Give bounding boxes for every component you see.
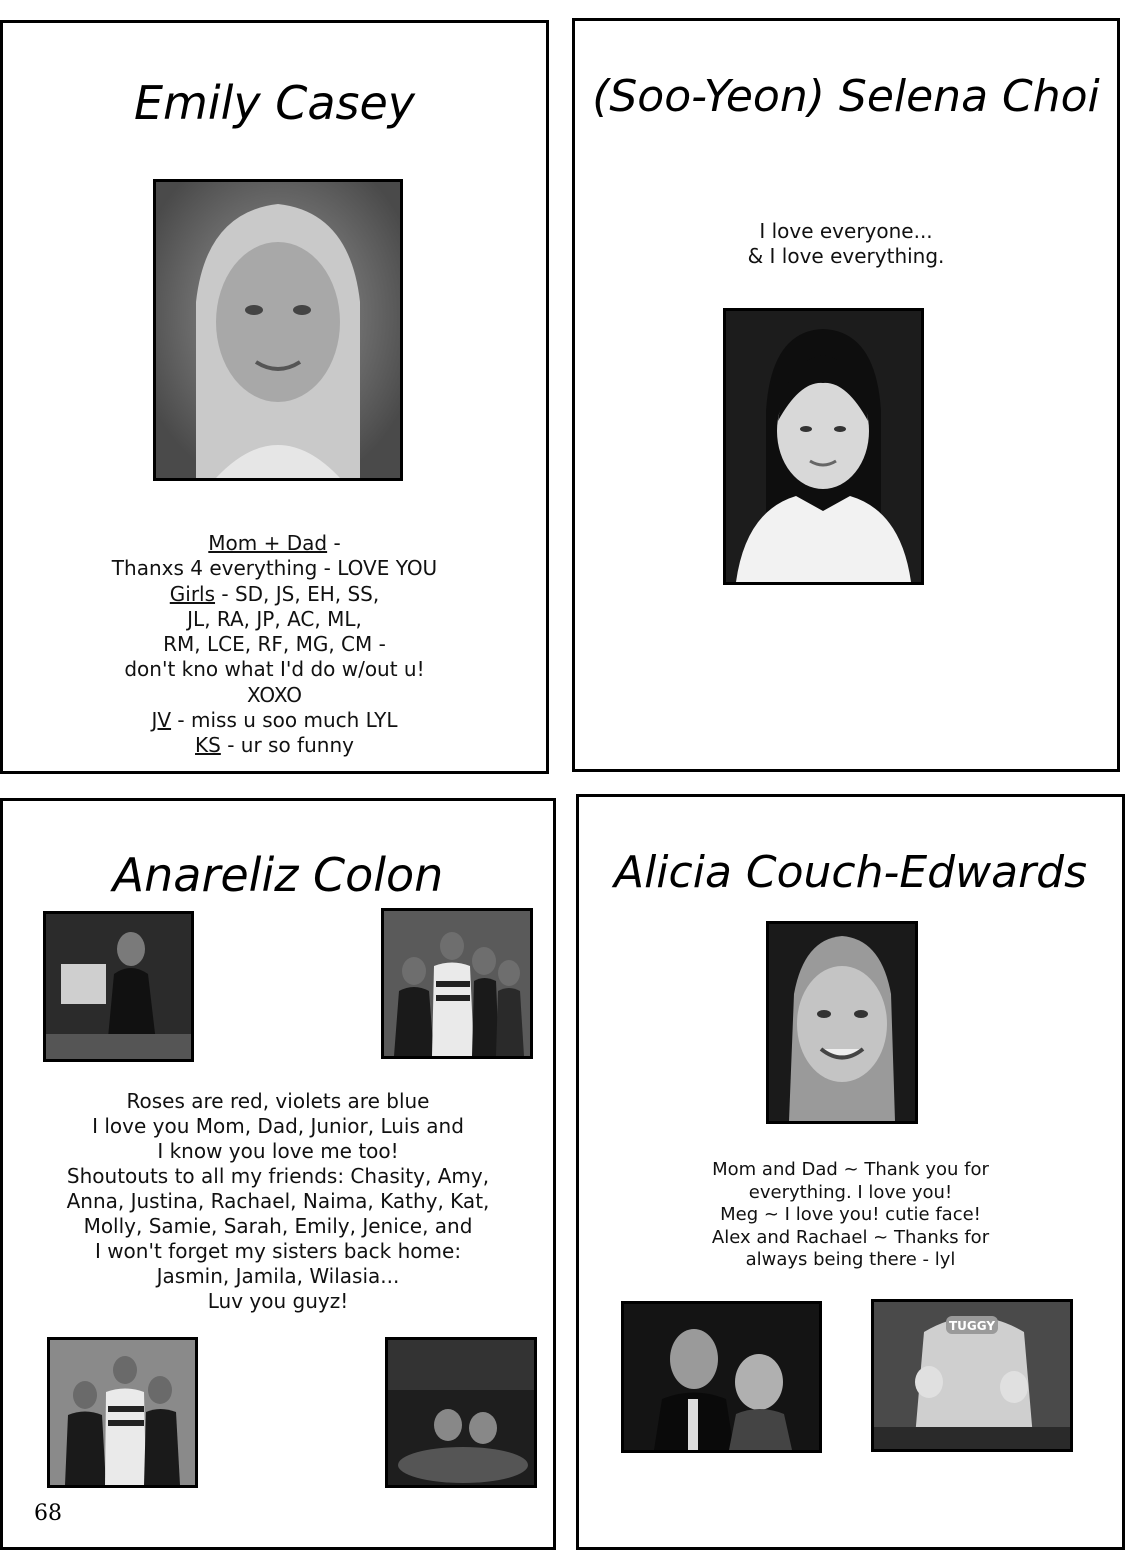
panel-alicia-couch-edwards	[576, 794, 1125, 1550]
student-name: Anareliz Colon	[112, 848, 444, 902]
panel-selena-choi	[572, 18, 1120, 772]
page-number: 68	[34, 1501, 62, 1526]
message-line: Shoutouts to all my friends: Chasity, Amy,	[66, 1164, 490, 1188]
message-line: JV - miss u soo much LYL	[151, 708, 398, 733]
friend-photo-3	[47, 1337, 198, 1488]
message-line: Mom and Dad ~ Thank you for	[712, 1159, 989, 1180]
family-photo-1	[621, 1301, 822, 1453]
friend-photo-1	[43, 911, 194, 1062]
student-name: (Soo-Yeon) Selena Choi	[592, 71, 1100, 122]
message-line: Roses are red, violets are blue	[126, 1089, 430, 1113]
message-text	[579, 1159, 1122, 1272]
student-name: Emily Casey	[133, 76, 416, 130]
message-line: I love everyone...	[759, 219, 933, 243]
message-line: don't kno what I'd do w/out u!	[124, 657, 425, 682]
family-photo-2	[871, 1299, 1073, 1452]
message-line: Luv you guyz!	[207, 1289, 349, 1313]
message-line: everything. I love you!	[748, 1181, 953, 1203]
message-line: Jasmin, Jamila, Wilasia...	[156, 1264, 400, 1288]
message-line: I know you love me too!	[157, 1139, 399, 1163]
message-line: always being there - lyl	[745, 1249, 956, 1270]
message-line: Molly, Samie, Sarah, Emily, Jenice, and	[83, 1214, 473, 1238]
message-line: Meg ~ I love you! cutie face!	[720, 1204, 981, 1225]
message-line: Girls - SD, JS, EH, SS,	[169, 581, 380, 606]
message-line: JL, RA, JP, AC, ML,	[187, 606, 362, 631]
message-line: XOXO	[246, 682, 303, 707]
portrait-photo	[766, 921, 918, 1124]
friend-photo-4	[385, 1337, 537, 1488]
message-text	[3, 531, 546, 759]
toy-sign-text: TUGGY	[948, 1319, 996, 1333]
message-line: Mom + Dad -	[208, 531, 341, 555]
message-line: & I love everything.	[747, 244, 945, 268]
message-line: KS - ur so funny	[195, 733, 354, 758]
student-name: Alicia Couch-Edwards	[613, 847, 1088, 898]
panel-emily-casey	[0, 20, 549, 774]
message-line: RM, LCE, RF, MG, CM -	[163, 632, 386, 657]
message-line: Alex and Rachael ~ Thanks for	[711, 1226, 990, 1248]
message-line: Thanxs 4 everything - LOVE YOU	[111, 556, 438, 581]
message-line: I love you Mom, Dad, Junior, Luis and	[92, 1114, 464, 1138]
portrait-photo	[723, 308, 924, 585]
message-text	[575, 219, 1117, 269]
message-line: I won't forget my sisters back home:	[94, 1239, 462, 1263]
friend-photo-2	[381, 908, 533, 1059]
message-text	[3, 1089, 553, 1314]
message-line: Anna, Justina, Rachael, Naima, Kathy, Kat,	[66, 1189, 490, 1213]
portrait-photo	[153, 179, 403, 481]
panel-anareliz-colon	[0, 798, 556, 1550]
